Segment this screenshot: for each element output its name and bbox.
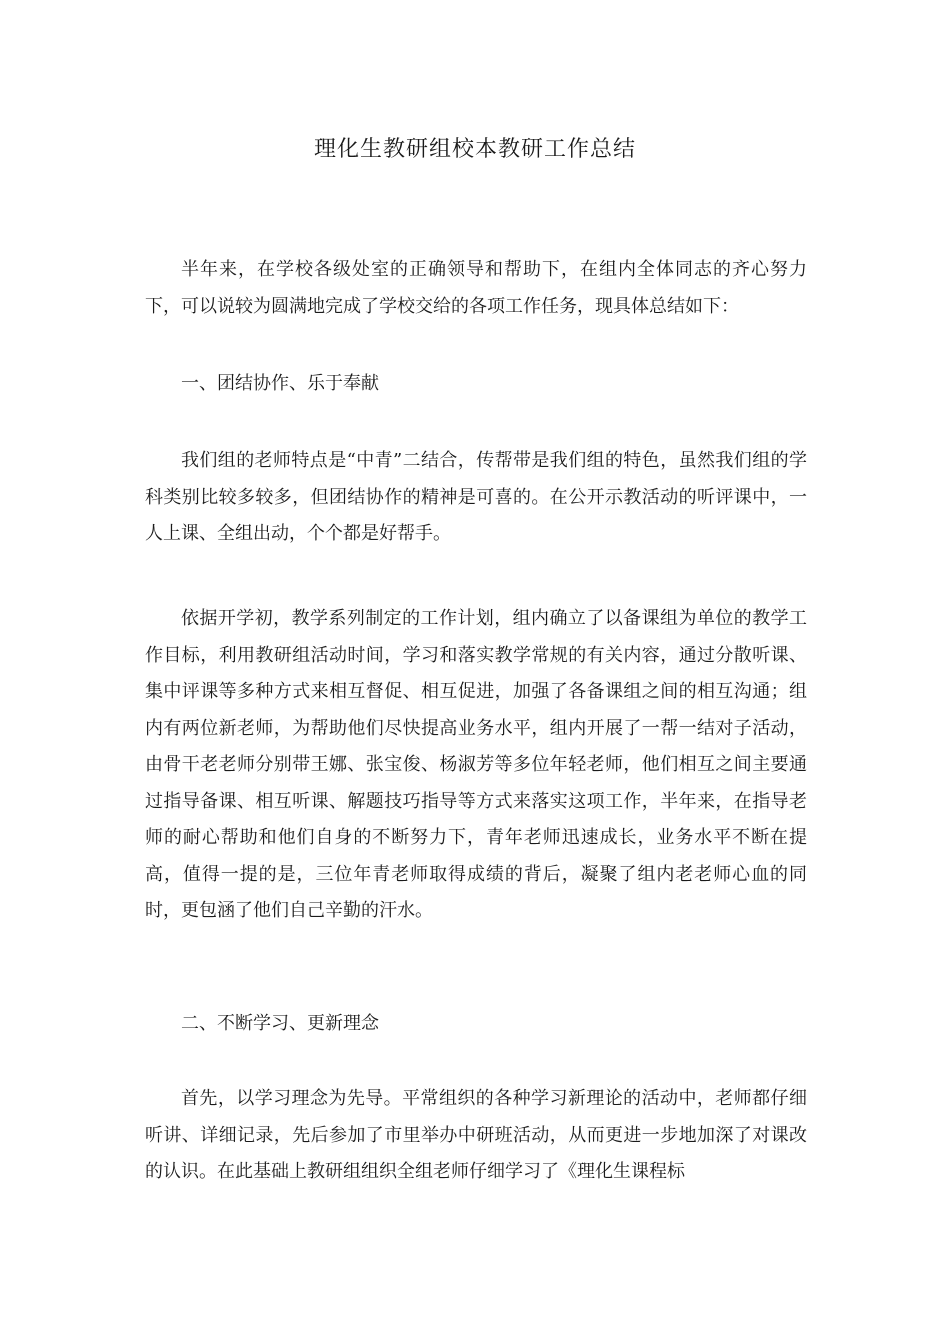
paragraph-learning: 首先，以学习理念为先导。平常组织的各种学习新理论的活动中，老师都仔细听讲、详细记录，先后参加了市里举办中研班活动，从而更进一步地加深了对课改的认识。在此基础上教研组组织全组老师仔细学习了《理化生课程标 <box>145 1088 807 1182</box>
paragraph-mentoring: 依据开学初，教学系列制定的工作计划，组内确立了以备课组为单位的教学工作目标，利用教研组活动时间，学习和落实教学常规的有关内容，通过分散听课、集中评课等多种方式来相互督促、相互促进，加强了各备课组之间的相互沟通；组内有两位新老师，为帮助他们尽快提高业务水平，组内开展了一帮一结对子活动，由骨干老老师分别带王娜、张宝俊、杨淑芳等多位年轻老师，他们相互之间主要通过指导备课、相互听课、解题技巧指导等方式来落实这项工作，半年来，在指导老师的耐心帮助和他们自身的不断努力下，青年老师迅速成长，业务水平不断在提高，值得一提的是，三位年青老师取得成绩的背后，凝聚了组内老老师心血的同时，更包涵了他们自己辛勤的汗水。 <box>145 608 807 921</box>
paragraph-intro: 半年来，在学校各级处室的正确领导和帮助下，在组内全体同志的齐心努力下，可以说较为圆满地完成了学校交给的各项工作任务，现具体总结如下： <box>145 259 807 317</box>
document-title: 理化生教研组校本教研工作总结 <box>313 137 636 162</box>
section-heading-2: 二、不断学习、更新理念 <box>181 1013 379 1034</box>
section-heading-1: 一、团结协作、乐于奉献 <box>181 373 379 394</box>
paragraph-teamwork: 我们组的老师特点是“中青”二结合，传帮带是我们组的特色，虽然我们组的学科类别比较多较多，但团结协作的精神是可喜的。在公开示教活动的听评课中，一人上课、全组出动，个个都是好帮手。 <box>145 450 807 544</box>
